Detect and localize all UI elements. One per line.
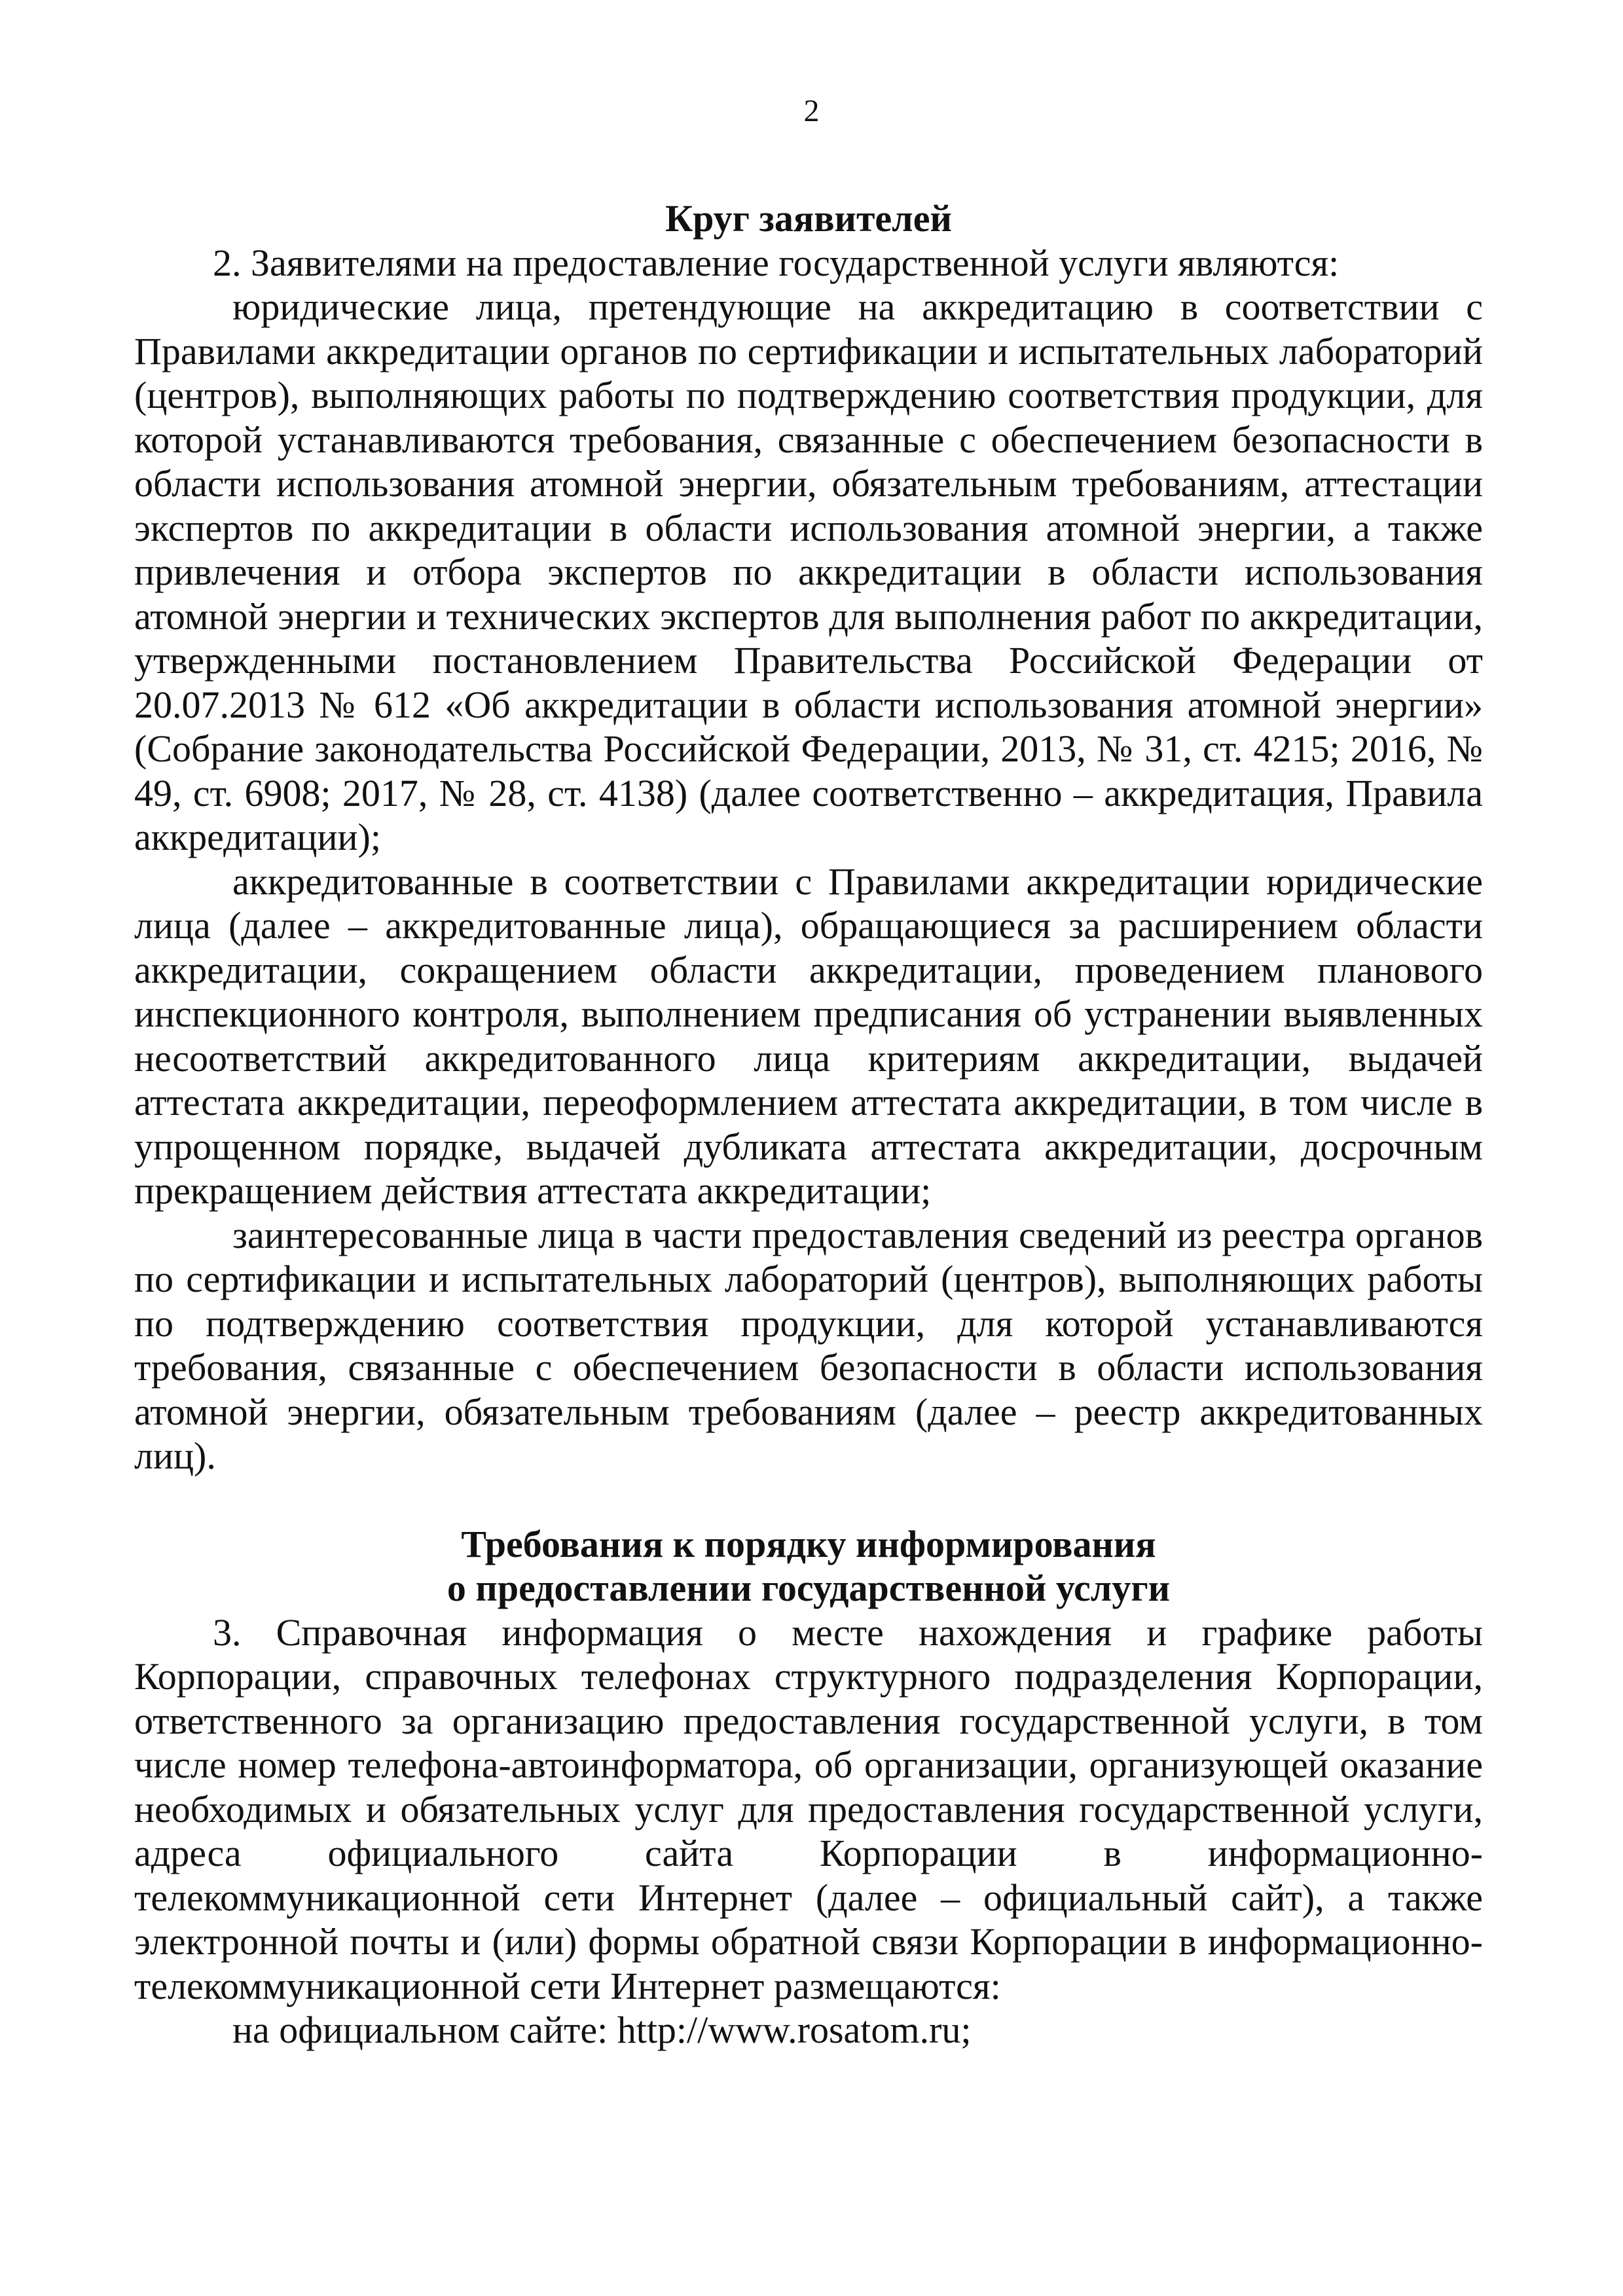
paragraph: юридические лица, претендующие на аккредитацию в соответствии с Правилами аккредитации органов по сертификации и испытательных лабораторий (центров), выполняющих работы по подтверждению соответствия продукции, для которой устанавливаются требования, связанные с обеспечением безопасности в области использования атомной энергии, обязательным требованиям, аттестации экспертов по аккредитации в области использования атомной энергии, а также привлечения и отбора экспертов по аккредитации в области использования атомной энергии и технических экспертов для выполнения работ по аккредитации, утвержденными постановлением Правительства Российской Федерации от 20.07.2013 № 612 «Об аккредитации в области использования атомной энергии» (Собрание законодательства Российской Федерации, 2013, № 31, ст. 4215; 2016, № 49, ст. 6908; 2017, № 28, ст. 4138) (далее соответственно – аккредитация, Правила аккредитации); — [134, 285, 1483, 858]
paragraph: на официальном сайте: http://www.rosatom.ru; — [232, 2009, 972, 2051]
paragraph: 3. Справочная информация о месте нахождения и графике работы Корпорации, справочных телефонах структурного подразделения Корпорации, ответственного за организацию предоставления государственной услуги, в том числе номер телефона-автоинформатора, об организации, организующей оказание необходимых и обязательных услуг для предоставления государственной услуги, адреса официального сайта Корпорации в информационно-телекоммуникационной сети Интернет (далее – официальный сайт), а также электронной почты и (или) формы обратной связи Корпорации в информационно-телекоммуникационной сети Интернет размещаются: — [134, 1611, 1483, 2007]
paragraph: 2. Заявителями на предоставление государственной услуги являются: — [213, 241, 1340, 284]
page-number: 2 — [803, 94, 820, 128]
section-heading: о предоставлении государственной услуги — [447, 1567, 1171, 1609]
section-applicants — [134, 196, 1483, 1478]
paragraph: заинтересованные лица в части предоставления сведений из реестра органов по сертификации и испытательных лабораторий (центров), выполняющих работы по подтверждению соответствия продукции, для которой устанавливаются требования, связанные с обеспечением безопасности в области использования атомной энергии, обязательным требованиям (далее – реестр аккредитованных лиц). — [134, 1213, 1483, 1477]
document-body — [134, 196, 1483, 2052]
section-spacer — [134, 1478, 1483, 1522]
section-heading: Требования к порядку информирования — [461, 1522, 1156, 1565]
section-informing-requirements — [134, 1522, 1483, 2052]
paragraph: аккредитованные в соответствии с Правилами аккредитации юридические лица (далее – аккредитованные лица), обращающиеся за расширением области аккредитации, сокращением области аккредитации, проведением планового инспекционного контроля, выполнением предписания об устранении выявленных несоответствий аккредитованного лица критериям аккредитации, выдачей аттестата аккредитации, переоформлением аттестата аккредитации, в том числе в упрощенном порядке, выдачей дубликата аттестата аккредитации, досрочным прекращением действия аттестата аккредитации; — [134, 860, 1483, 1212]
section-heading: Круг заявителей — [665, 197, 952, 240]
